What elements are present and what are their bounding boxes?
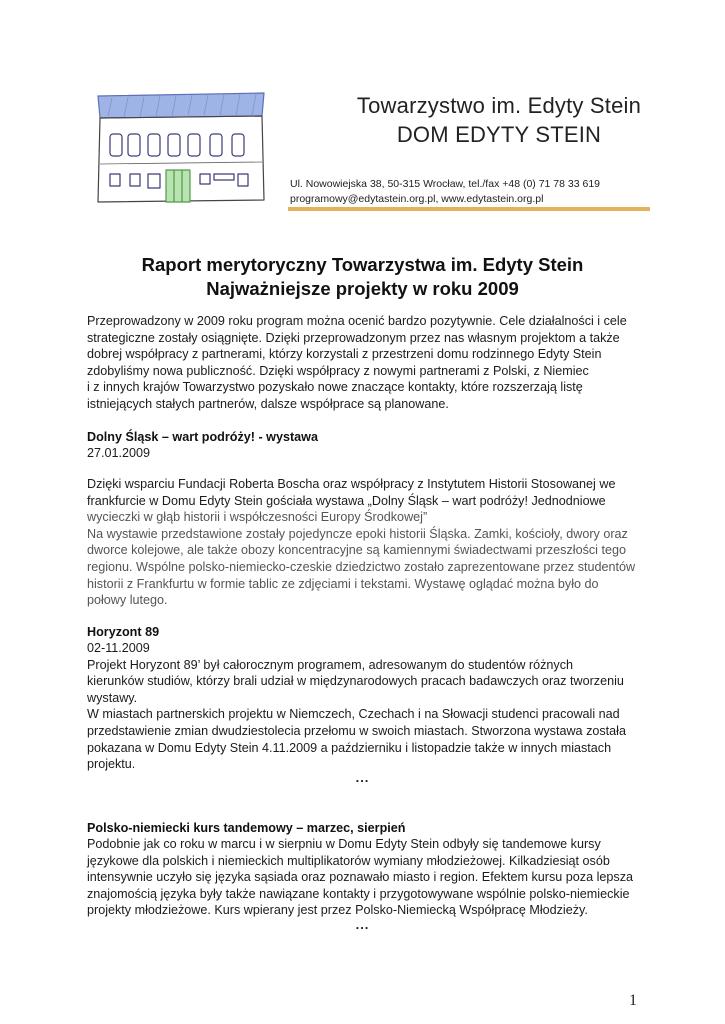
section-paragraph (87, 836, 639, 919)
text-line: intensywnie uczyło się języka sąsiada oraz poznawało miasto i region. Efektem kursu poza lepsza (87, 870, 634, 885)
intro-paragraph (87, 313, 639, 413)
section-separator: ... (355, 917, 370, 932)
text-line: połowy lutego. (87, 593, 168, 608)
text-line: projektu. (87, 757, 136, 772)
document-subtitle: Najważniejsze projekty w roku 2009 (206, 278, 519, 299)
text-line: zdobyliśmy nowa publiczność. Dzięki współpracy z nowymi partnerami z Polski, z Niemiec (87, 363, 589, 378)
text-line: Projekt Horyzont 89’ był całorocznym programem, adresowanym do studentów różnych (87, 657, 574, 672)
document-title: Raport merytoryczny Towarzystwa im. Edyty Stein (141, 254, 584, 275)
section-date: 27.01.2009 (87, 446, 151, 460)
text-line: przedstawienie zmian dwudziestolecia przełomu w swoich miastach. Stworzona wystawa została (87, 723, 626, 738)
section-heading: Horyzont 89 (87, 625, 160, 639)
text-line: frankfurcie w Domu Edyty Stein gościała wystawa „Dolny Śląsk – wart podróży! Jednodniowe (87, 493, 606, 508)
section-heading: Dolny Śląsk – wart podróży! - wystawa (87, 430, 318, 444)
section-separator: ... (355, 770, 370, 785)
text-line: kierunków studiów, którzy brali udział w międzynarodowych pracach badawczych oraz tworzeniu (87, 674, 624, 689)
contact-line: programowy@edytastein.org.pl, www.edytastein.org.pl (290, 193, 544, 205)
text-line: znajomością języka były także nawiązane kontakty i przygotowywane wspólnie polsko-niemieckie (87, 886, 630, 901)
house-name: DOM EDYTY STEIN (396, 122, 602, 147)
header-rule (288, 207, 650, 211)
section-paragraph (87, 640, 639, 773)
text-line: historii z Frankfurtu w formie tablic ze zdjęciami i tekstami. Wystawę oglądać można było do (87, 576, 599, 591)
text-line: pokazana w Domu Edyty Stein 4.11.2009 a październiku i listopadzie także w innych miastach (87, 740, 612, 755)
text-line: istniejących stałych partnerów, dalsze współprace są planowane. (87, 396, 449, 411)
text-line: Przeprowadzony w 2009 roku program można ocenić bardzo pozytywnie. Cele działalności i cele (87, 314, 627, 328)
org-name: Towarzystwo im. Edyty Stein (356, 93, 642, 118)
page-number: 1 (629, 992, 637, 1009)
address-line: Ul. Nowowiejska 38, 50-315 Wrocław, tel./fax +48 (0) 71 78 33 619 (290, 178, 601, 190)
building-logo (92, 90, 272, 214)
text-line: regionu. Wspólne polsko-niemiecko-czeskie dziedzictwo zostało zaprezentowane przez studentów (87, 559, 636, 574)
section-paragraph (87, 476, 639, 609)
text-line: dworce kolejowe, ale także obozy koncentracyjne są kamiennymi świadectwami przeszłości tego (87, 543, 626, 558)
text-line: Dzięki wsparciu Fundacji Roberta Boscha oraz współpracy z Instytutem Historii Stosowanej we (87, 477, 616, 491)
section-date: 02-11.2009 (87, 641, 150, 655)
text-line: dobrej współpracy z partnerami, którzy korzystali z przestrzeni domu rodzinnego Edyty Stein (87, 347, 602, 362)
section-heading: Polsko-niemiecki kurs tandemowy – marzec, sierpień (87, 821, 406, 835)
text-line: projekty młodzieżowe. Kurs wpierany jest przez Polsko-Niemiecką Współpracę Młodzieży. (87, 903, 588, 918)
text-line: językowe dla polskich i niemieckich multiplikatorów wymiany młodzieżowej. Kilkadziesiąt osób (87, 853, 610, 868)
text-line: i z innych krajów Towarzystwo pozyskało nowe znaczące kontakty, które rozszerzają listę (87, 380, 583, 395)
text-line: Podobnie jak co roku w marcu i w sierpniu w Domu Edyty Stein odbyły się tandemowe kursy (87, 837, 601, 851)
text-line: wycieczki w głąb historii i współczesności Europy Środkowej” (87, 510, 428, 525)
text-line: Na wystawie przedstawione zostały pojedyncze epoki historii Śląska. Zamki, kościoły, dwory oraz (87, 526, 628, 541)
text-line: strategiczne zostały osiągnięte. Dzięki przeprowadzonym przez nas własnym projektom a także (87, 330, 620, 345)
text-line: W miastach partnerskich projektu w Niemczech, Czechach i na Słowacji studenci pracowali nad (87, 707, 620, 722)
text-line: wystawy. (87, 690, 138, 705)
